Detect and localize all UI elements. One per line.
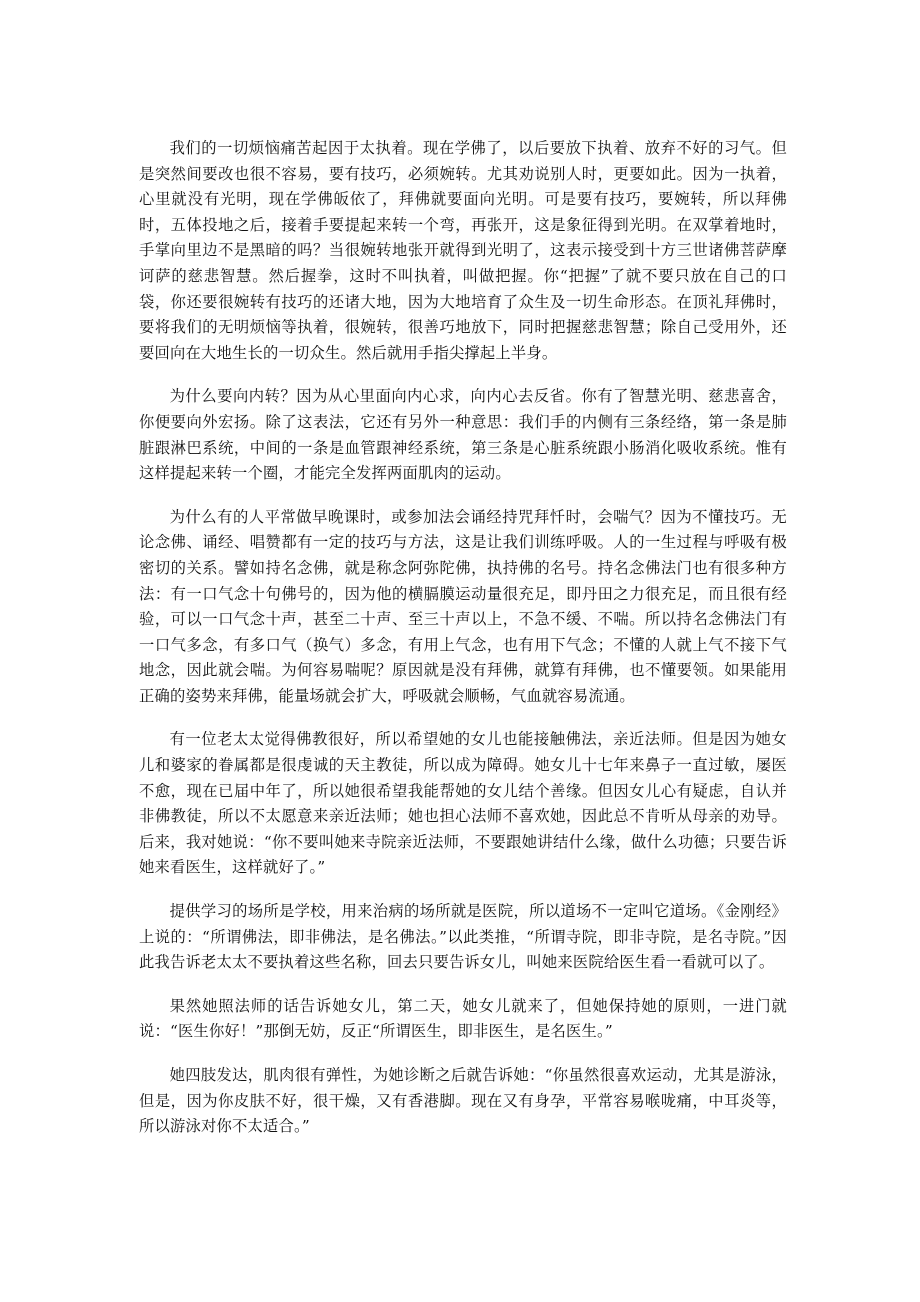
paragraph: 提供学习的场所是学校，用来治病的场所就是医院，所以道场不一定叫它道场。《金刚经》上说的：“所谓佛法，即非佛法，是名佛法。”以此类推，“所谓寺院，即非寺院，是名寺院。”因此我告诉老太太不要执着这些名称，回去只要告诉女儿，叫她来医院给医生看一看就可以了。 [139,902,787,972]
paragraph: 有一位老太太觉得佛教很好，所以希望她的女儿也能接触佛法，亲近法师。但是因为她女儿和婆家的眷属都是很虔诚的天主教徒，所以成为障碍。她女儿十七年来鼻子一直过敏，屡医不愈，现在已届中年了，所以她很希望我能帮她的女儿结个善缘。但因女儿心有疑虑，自认并非佛教徒，所以不太愿意来亲近法师；她也担心法师不喜欢她，因此总不肯听从母亲的劝导。后来，我对她说：“你不要叫她来寺院亲近法师，不要跟她讲结什么缘，做什么功德；只要告诉她来看医生，这样就好了。” [139,730,787,877]
paragraph: 果然她照法师的话告诉她女儿，第二天，她女儿就来了，但她保持她的原则，一进门就说：“医生你好！”那倒无妨，反正“所谓医生，即非医生，是名医生。” [139,996,787,1041]
paragraph: 我们的一切烦恼痛苦起因于太执着。现在学佛了，以后要放下执着、放弃不好的习气。但是突然间要改也很不容易，要有技巧，必须婉转。尤其劝说别人时，更要如此。因为一执着，心里就没有光明，现在学佛皈依了，拜佛就要面向光明。可是要有技巧，要婉转，所以拜佛时，五体投地之后，接着手要提起来转一个弯，再张开，这是象征得到光明。在双掌着地时，手掌向里边不是黑暗的吗？当很婉转地张开就得到光明了，这表示接受到十方三世诸佛菩萨摩诃萨的慈悲智慧。然后握拳，这时不叫执着，叫做把握。你“把握”了就不要只放在自己的口袋，你还要很婉转有技巧的还诸大地，因为大地培育了众生及一切生命形态。在顶礼拜佛时，要将我们的无明烦恼等执着，很婉转，很善巧地放下，同时把握慈悲智慧；除自己受用外，还要回向在大地生长的一切众生。然后就用手指尖撑起上半身。 [139,139,787,362]
paragraph: 为什么有的人平常做早晚课时，或参加法会诵经持咒拜忏时，会喘气？因为不懂技巧。无论念佛、诵经、唱赞都有一定的技巧与方法，这是让我们训练呼吸。人的一生过程与呼吸有极密切的关系。譬如持名念佛，就是称念阿弥陀佛，执持佛的名号。持名念佛法门也有很多种方法：有一口气念十句佛号的，因为他的横膈膜运动量很充足，即丹田之力很充足，而且很有经验，可以一口气念十声，甚至二十声、至三十声以上，不急不缓、不喘。所以持名念佛法门有一口气多念，有多口气（换气）多念，有用上气念，也有用下气念；不懂的人就上气不接下气地念，因此就会喘。为何容易喘呢？原因就是没有拜佛，就算有拜佛，也不懂要领。如果能用正确的姿势来拜佛，能量场就会扩大，呼吸就会顺畅，气血就容易流通。 [139,507,787,705]
paragraph: 为什么要向内转？因为从心里面向内心求，向内心去反省。你有了智慧光明、慈悲喜舍，你便要向外宏扬。除了这表法，它还有另外一种意思：我们手的内侧有三条经络，第一条是肺脏跟淋巴系统，中间的一条是血管跟神经系统，第三条是心脏系统跟小肠消化吸收系统。惟有这样提起来转一个圈，才能完全发挥两面肌肉的运动。 [139,387,787,483]
paragraph: 她四肢发达，肌肉很有弹性，为她诊断之后就告诉她：“你虽然很喜欢运动，尤其是游泳，但是，因为你皮肤不好，很干燥，又有香港脚。现在又有身孕，平常容易喉咙痛，中耳炎等，所以游泳对你不太适合。” [139,1066,787,1136]
document-body [139,136,787,1158]
